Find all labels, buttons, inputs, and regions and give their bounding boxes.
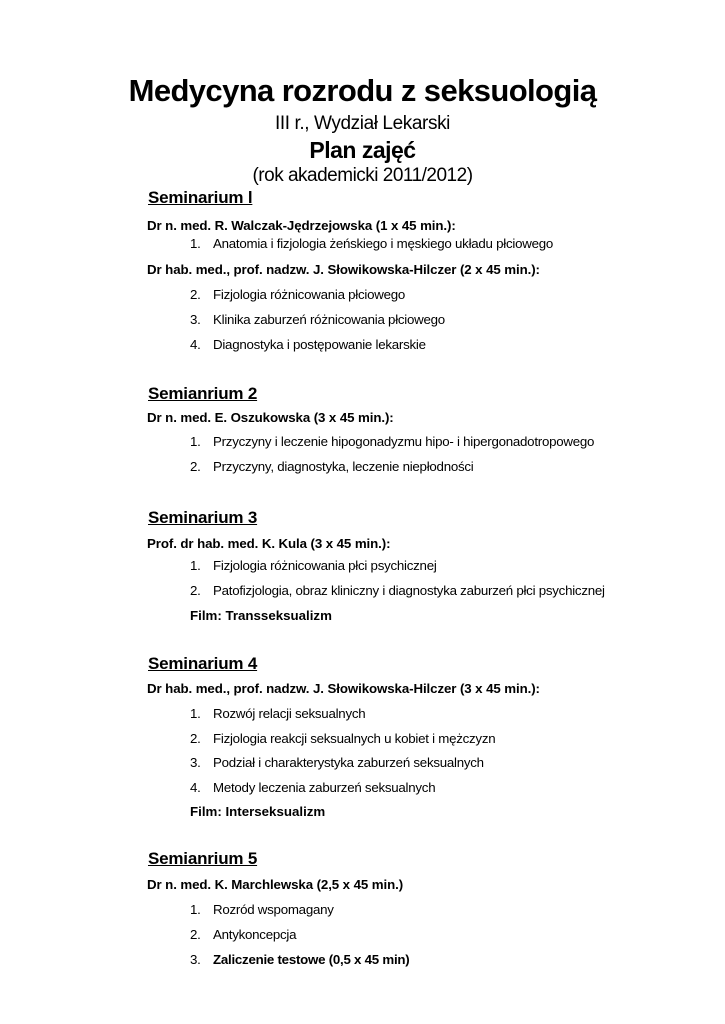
academic-year: (rok akademicki 2011/2012) [252, 165, 473, 186]
plan-heading: Plan zajęć [309, 137, 416, 163]
item-number: 3. [190, 755, 201, 770]
item-number: 3. [190, 312, 201, 327]
item-text: Metody leczenia zaburzeń seksualnych [213, 780, 436, 795]
list-item [190, 459, 474, 474]
item-text: Fizjologia reakcji seksualnych u kobiet i mężczyzn [213, 731, 496, 746]
list-item [190, 780, 435, 795]
seminar-1-lecturer-2: Dr hab. med., prof. nadzw. J. Słowikowska-Hilczer (2 x 45 min.): [147, 262, 540, 277]
item-number: 1. [190, 902, 201, 917]
item-number: 1. [190, 434, 201, 449]
item-number: 1. [190, 706, 201, 721]
item-text: Antykoncepcja [213, 927, 297, 942]
item-text: Przyczyny i leczenie hipogonadyzmu hipo- i hipergonadotropowego [213, 434, 595, 449]
item-text: Zaliczenie testowe (0,5 x 45 min) [213, 952, 410, 967]
seminar-5-lecturer: Dr n. med. K. Marchlewska (2,5 x 45 min.) [147, 877, 404, 892]
list-item [190, 558, 437, 573]
list-item [190, 434, 594, 449]
list-item [190, 312, 445, 327]
item-text: Podział i charakterystyka zaburzeń seksualnych [213, 755, 484, 770]
document-subtitle: III r., Wydział Lekarski [274, 113, 450, 134]
list-item [190, 927, 296, 942]
item-text: Diagnostyka i postępowanie lekarskie [213, 337, 426, 352]
list-item [190, 952, 409, 967]
item-text: Klinika zaburzeń różnicowania płciowego [213, 312, 445, 327]
seminar-3-title: Seminarium 3 [148, 508, 258, 527]
item-text: Przyczyny, diagnostyka, leczenie niepłodności [213, 459, 474, 474]
seminar-1-title: Seminarium l [148, 188, 253, 207]
seminar-2-title: Semianrium 2 [148, 384, 258, 403]
list-item [190, 902, 334, 917]
item-number: 1. [190, 236, 201, 251]
seminar-1-lecturer-1: Dr n. med. R. Walczak-Jędrzejowska (1 x 45 min.): [147, 218, 456, 233]
seminar-4-film: Film: Interseksualizm [190, 804, 326, 819]
item-text: Rozród wspomagany [213, 902, 334, 917]
item-text: Anatomia i fizjologia żeńskiego i męskiego układu płciowego [213, 236, 554, 251]
item-number: 2. [190, 731, 201, 746]
seminar-4-lecturer: Dr hab. med., prof. nadzw. J. Słowikowska-Hilczer (3 x 45 min.): [147, 681, 540, 696]
item-number: 1. [190, 558, 201, 573]
item-number: 2. [190, 287, 201, 302]
list-item [190, 755, 484, 770]
list-item [190, 236, 553, 251]
list-item [190, 337, 426, 352]
list-item [190, 731, 495, 746]
seminar-5-title: Semianrium 5 [148, 849, 258, 868]
item-number: 2. [190, 459, 201, 474]
item-number: 2. [190, 583, 201, 598]
list-item [190, 287, 405, 302]
item-number: 4. [190, 337, 201, 352]
seminar-2-lecturer: Dr n. med. E. Oszukowska (3 x 45 min.): [147, 410, 394, 425]
item-number: 3. [190, 952, 201, 967]
item-text: Patofizjologia, obraz kliniczny i diagnostyka zaburzeń płci psychicznej [213, 583, 605, 598]
item-number: 2. [190, 927, 201, 942]
item-text: Fizjologia różnicowania płci psychicznej [213, 558, 437, 573]
document-title: Medycyna rozrodu z seksuologią [128, 73, 597, 108]
seminar-4-title: Seminarium 4 [148, 654, 258, 673]
list-item [190, 583, 605, 598]
item-number: 4. [190, 780, 201, 795]
seminar-3-lecturer: Prof. dr hab. med. K. Kula (3 x 45 min.): [147, 536, 391, 551]
document-header [0, 70, 725, 188]
seminar-3-film: Film: Transseksualizm [190, 608, 332, 623]
item-text: Fizjologia różnicowania płciowego [213, 287, 406, 302]
list-item [190, 706, 365, 721]
item-text: Rozwój relacji seksualnych [213, 706, 366, 721]
